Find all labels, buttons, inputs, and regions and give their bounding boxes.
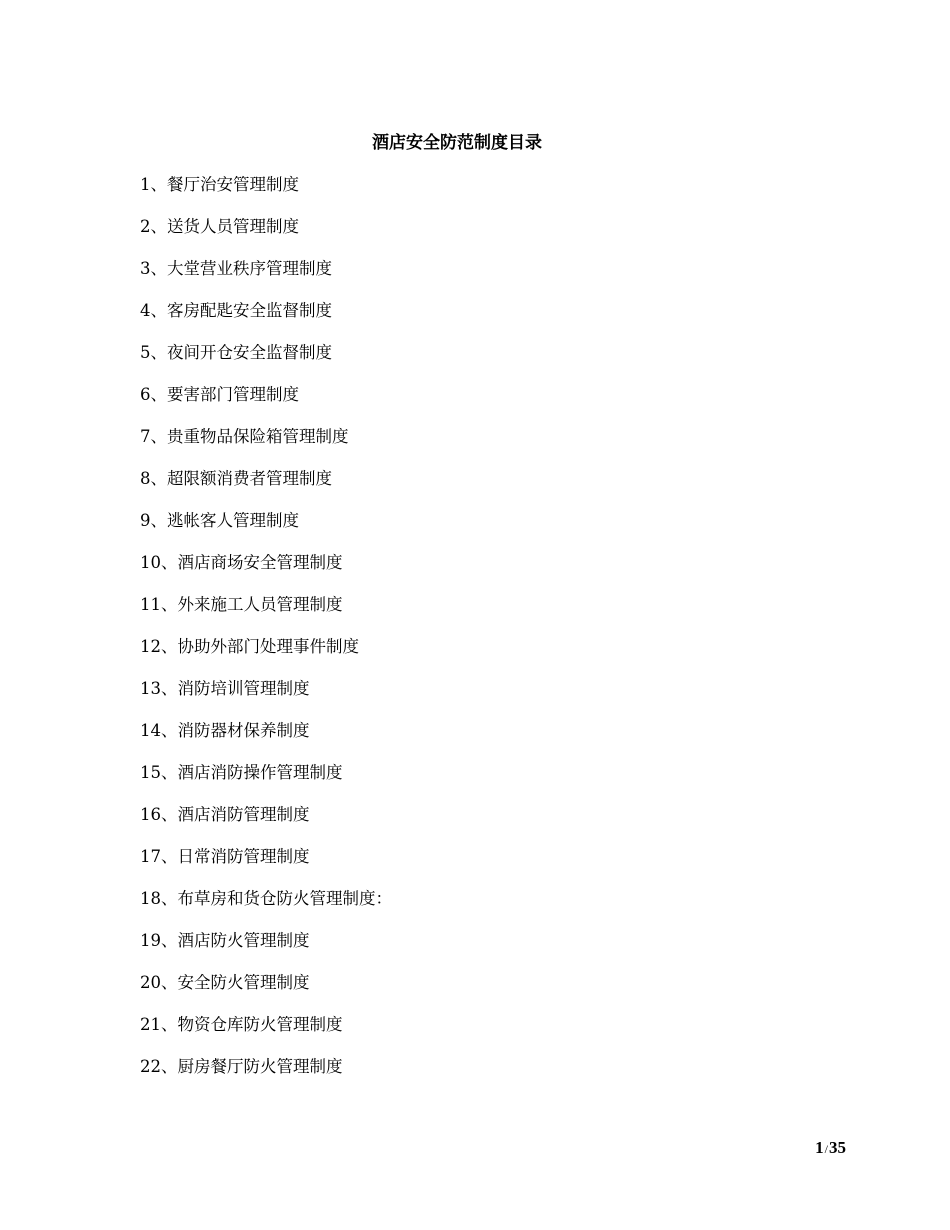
toc-item: 1、餐厅治安管理制度 — [140, 175, 299, 194]
page-total: 35 — [829, 1138, 846, 1157]
toc-item: 21、物资仓库防火管理制度 — [140, 1015, 343, 1034]
toc-item: 14、消防器材保养制度 — [140, 721, 310, 740]
toc-item: 5、夜间开仓安全监督制度 — [140, 343, 332, 362]
toc-item: 19、酒店防火管理制度 — [140, 931, 310, 950]
page-separator: / — [824, 1142, 828, 1156]
toc-item: 11、外来施工人员管理制度 — [140, 595, 343, 614]
toc-item: 12、协助外部门处理事件制度 — [140, 637, 359, 656]
toc-item: 2、送货人员管理制度 — [140, 217, 299, 236]
toc-item: 4、客房配匙安全监督制度 — [140, 301, 332, 320]
toc-item: 18、布草房和货仓防火管理制度： — [140, 889, 392, 908]
toc-item: 10、酒店商场安全管理制度 — [140, 553, 343, 572]
toc-list — [140, 172, 392, 1096]
toc-item: 6、要害部门管理制度 — [140, 385, 299, 404]
page-number — [760, 1137, 846, 1160]
toc-item: 17、日常消防管理制度 — [140, 847, 310, 866]
toc-item: 22、厨房餐厅防火管理制度 — [140, 1057, 343, 1076]
toc-item: 8、超限额消费者管理制度 — [140, 469, 332, 488]
toc-item: 3、大堂营业秩序管理制度 — [140, 259, 332, 278]
toc-item: 15、酒店消防操作管理制度 — [140, 763, 343, 782]
toc-item: 16、酒店消防管理制度 — [140, 805, 310, 824]
page-title: 酒店安全防范制度目录 — [372, 133, 542, 153]
toc-item: 20、安全防火管理制度 — [140, 973, 310, 992]
page-current: 1 — [815, 1138, 824, 1157]
toc-item: 13、消防培训管理制度 — [140, 679, 310, 698]
toc-item: 7、贵重物品保险箱管理制度 — [140, 427, 349, 446]
toc-item: 9、逃帐客人管理制度 — [140, 511, 299, 530]
